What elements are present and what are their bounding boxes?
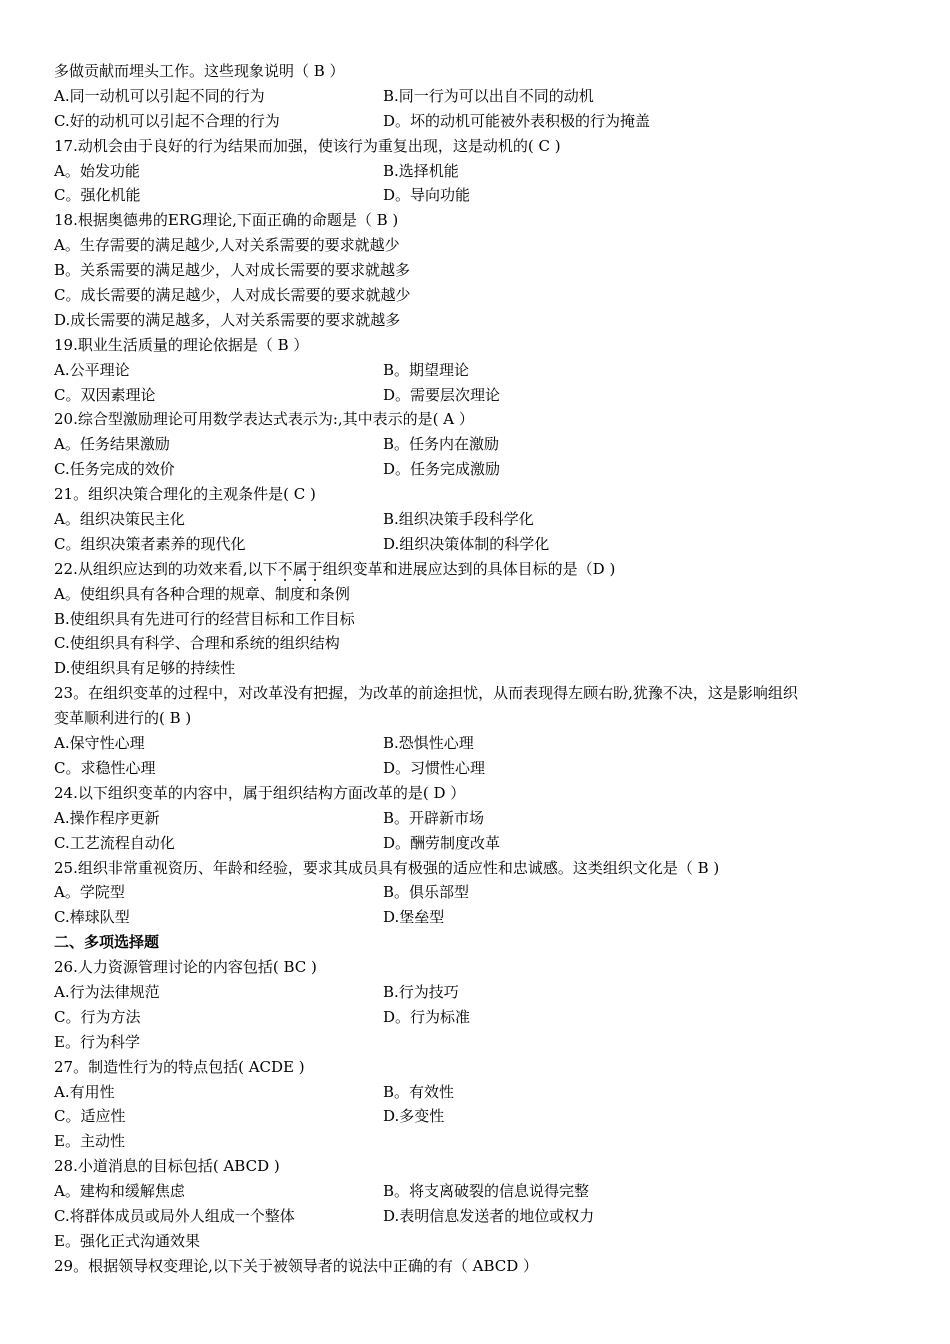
text-line: 17.动机会由于良好的行为结果而加强，使该行为重复出现，这是动机的( C ) xyxy=(54,136,561,155)
question-text: 组织变革和进展应达到的具体目标的是（D ) xyxy=(322,559,616,578)
emphasis-dot xyxy=(299,579,301,581)
option-right: D.组织决策体制的科学化 xyxy=(383,534,550,553)
text-line: 28.小道消息的目标包括( ABCD ) xyxy=(54,1157,280,1176)
text-line: D.使组织具有足够的持续性 xyxy=(54,659,236,678)
option-right: D.多变性 xyxy=(383,1107,445,1126)
option-left: A.公平理论 xyxy=(54,360,130,379)
emphasis-dot xyxy=(314,579,316,581)
question-line xyxy=(54,557,914,582)
text-line: 29。根据领导权变理论,以下关于被领导者的说法中正确的有（ ABCD ） xyxy=(54,1256,539,1275)
option-row xyxy=(54,358,914,383)
option-left: A.操作程序更新 xyxy=(54,808,160,827)
text-line: 19.职业生活质量的理论依据是（ B ） xyxy=(54,335,309,354)
option-left: C.好的动机可以引起不合理的行为 xyxy=(54,111,280,130)
text-line: 27。制造性行为的特点包括( ACDE ) xyxy=(54,1057,305,1076)
option-right: B.选择机能 xyxy=(383,161,459,180)
option-left: A.同一动机可以引起不同的行为 xyxy=(54,86,265,105)
text-line: C。成长需要的满足越少，人对成长需要的要求就越少 xyxy=(54,286,411,305)
option-row xyxy=(54,905,914,930)
text-line: 21。组织决策合理化的主观条件是( C ) xyxy=(54,485,316,504)
option-row xyxy=(54,109,914,134)
emphasis-char: 于 xyxy=(308,560,323,578)
emphasis-char: 不 xyxy=(278,560,293,578)
option-row xyxy=(54,1179,914,1204)
emphasis-dot xyxy=(284,579,286,581)
text-line: E。行为科学 xyxy=(54,1032,140,1051)
text-line: A。生存需要的满足越少,人对关系需要的要求就越少 xyxy=(54,236,400,255)
text-line: 26.人力资源管理讨论的内容包括( BC ) xyxy=(54,958,317,977)
option-right: D。习惯性心理 xyxy=(383,758,486,777)
option-right: B.组织决策手段科学化 xyxy=(383,510,534,529)
text-line: 20.综合型激励理论可用数学表达式表示为:,其中表示的是( A ） xyxy=(54,410,474,429)
option-left: C。双因素理论 xyxy=(54,385,156,404)
option-right: D.表明信息发送者的地位或权力 xyxy=(383,1206,595,1225)
text-line: E。强化正式沟通效果 xyxy=(54,1231,200,1250)
option-right: B.同一行为可以出自不同的动机 xyxy=(383,86,594,105)
text-line: E。主动性 xyxy=(54,1132,125,1151)
option-left: C。组织决策者素养的现代化 xyxy=(54,534,246,553)
option-right: D。行为标准 xyxy=(383,1007,471,1026)
option-left: C.棒球队型 xyxy=(54,908,130,927)
option-row xyxy=(54,1204,914,1229)
option-row xyxy=(54,383,914,408)
option-right: B。任务内在激励 xyxy=(383,435,500,454)
emphasis-char: 属 xyxy=(293,560,308,578)
option-row xyxy=(54,880,914,905)
option-right: D。任务完成激励 xyxy=(383,460,501,479)
option-left: A。任务结果激励 xyxy=(54,435,170,454)
option-row xyxy=(54,1104,914,1129)
option-row xyxy=(54,457,914,482)
option-right: B。开辟新市场 xyxy=(383,808,485,827)
option-left: C.工艺流程自动化 xyxy=(54,833,175,852)
option-right: B.恐惧性心理 xyxy=(383,734,474,753)
text-line: D.成长需要的满足越多，人对关系需要的要求就越多 xyxy=(54,310,401,329)
option-left: C.任务完成的效价 xyxy=(54,460,175,479)
option-row xyxy=(54,1005,914,1030)
option-left: A.有用性 xyxy=(54,1082,115,1101)
option-row xyxy=(54,831,914,856)
option-right: D。坏的动机可能被外表积极的行为掩盖 xyxy=(383,111,651,130)
option-right: D。需要层次理论 xyxy=(383,385,501,404)
option-left: A。组织决策民主化 xyxy=(54,510,185,529)
option-right: D。酬劳制度改革 xyxy=(383,833,501,852)
option-left: A。学院型 xyxy=(54,883,125,902)
option-row xyxy=(54,532,914,557)
text-line: 多做贡献而埋头工作。这些现象说明（ B ） xyxy=(54,62,345,80)
option-row xyxy=(54,980,914,1005)
section-heading: 二、多项选择题 xyxy=(54,933,160,952)
option-right: D。导向功能 xyxy=(383,186,471,205)
option-left: C.将群体成员或局外人组成一个整体 xyxy=(54,1206,295,1225)
text-line: B。关系需要的满足越少，人对成长需要的要求就越多 xyxy=(54,261,411,280)
text-line: 变革顺利进行的( B ) xyxy=(54,709,192,728)
option-row xyxy=(54,731,914,756)
text-line: B.使组织具有先进可行的经营目标和工作目标 xyxy=(54,609,355,628)
option-left: A。始发功能 xyxy=(54,161,140,180)
question-text: 22.从组织应达到的功效来看,以下 xyxy=(54,559,278,578)
option-right: B。期望理论 xyxy=(383,360,470,379)
option-left: C。适应性 xyxy=(54,1107,126,1126)
option-row xyxy=(54,432,914,457)
option-right: B。俱乐部型 xyxy=(383,883,470,902)
option-left: C。行为方法 xyxy=(54,1007,141,1026)
text-line: 23。在组织变革的过程中，对改革没有把握，为改革的前途担忧，从而表现得左顾右盼,犹豫不决，这是影响组织 xyxy=(54,684,798,703)
option-left: C。求稳性心理 xyxy=(54,758,156,777)
option-row xyxy=(54,507,914,532)
emphasized-negation xyxy=(278,560,323,578)
text-line: A。使组织具有各种合理的规章、制度和条例 xyxy=(54,584,350,603)
option-right: B。有效性 xyxy=(383,1082,455,1101)
text-line: 25.组织非常重视资历、年龄和经验，要求其成员具有极强的适应性和忠诚感。这类组织文化是（ B ) xyxy=(54,858,720,877)
option-right: B。将支离破裂的信息说得完整 xyxy=(383,1182,590,1201)
option-left: A.行为法律规范 xyxy=(54,982,160,1001)
document-page xyxy=(54,59,914,1279)
option-row xyxy=(54,159,914,184)
option-right: B.行为技巧 xyxy=(383,982,459,1001)
text-line: C.使组织具有科学、合理和系统的组织结构 xyxy=(54,634,340,653)
option-right: D.堡垒型 xyxy=(383,908,445,927)
option-left: A。建构和缓解焦虑 xyxy=(54,1182,185,1201)
option-left: C。强化机能 xyxy=(54,186,141,205)
option-row xyxy=(54,1080,914,1105)
option-left: A.保守性心理 xyxy=(54,734,145,753)
option-row xyxy=(54,806,914,831)
option-row xyxy=(54,84,914,109)
option-row xyxy=(54,756,914,781)
text-line: 18.根据奥德弗的ERG理论,下面正确的命题是（ B ) xyxy=(54,211,399,230)
text-line: 24.以下组织变革的内容中，属于组织结构方面改革的是( D ） xyxy=(54,783,466,802)
option-row xyxy=(54,183,914,208)
